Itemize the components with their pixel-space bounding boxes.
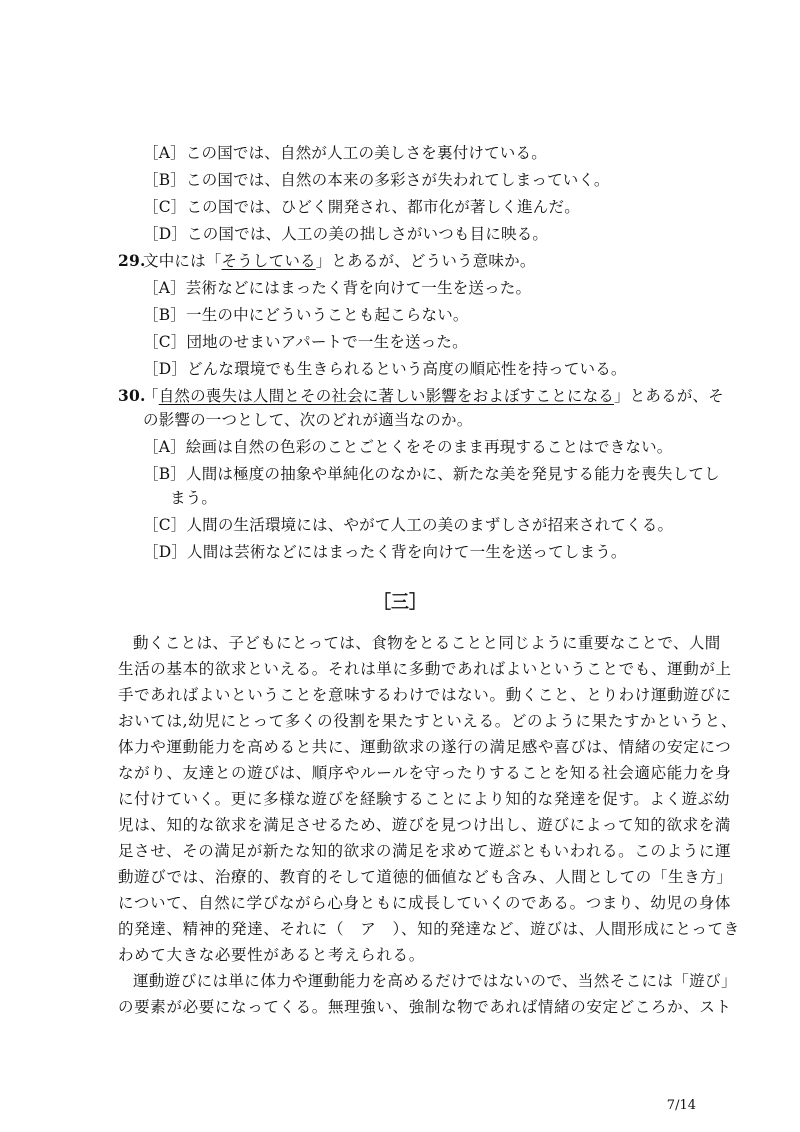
q29-option-d: ［D］どんな環境でも生きられるという高度の順応性を持っている。	[143, 360, 627, 378]
q30-text-before: 「	[143, 387, 159, 405]
passage-line: わめて大きな必要性があると考えられる。	[118, 946, 425, 964]
q30-option-c: ［C］人間の生活環境には、やがて人工の美のまずしさが招来されてくる。	[143, 516, 674, 534]
q29-number: 29.	[118, 251, 146, 270]
passage-line: 運動遊びには単に体力や運動能力を高めるだけではないので、当然そこには「遊び」	[133, 972, 737, 990]
q30-text-after: 」とあるが、そ	[614, 387, 724, 405]
section-heading: ［三］	[373, 592, 427, 613]
passage-line: 児は、知的な欲求を満足させるため、遊びを見つけ出し、遊びによって知的欲求を満	[118, 816, 732, 834]
q28-option-d: ［D］この国では、人工の美の拙しさがいつも目に映る。	[143, 225, 549, 243]
passage-line: 手であればよいということを意味するわけではない。動くこと、とりわけ運動遊びに	[118, 686, 732, 704]
q30-option-a: ［A］絵画は自然の色彩のことごとくをそのまま再現することはできない。	[143, 438, 673, 456]
q30-question-line2: の影響の一つとして、次のどれが適当なのか。	[143, 411, 473, 429]
page-number: 7/14	[666, 1098, 696, 1113]
passage-line: 動遊びでは、治療的、教育的そして道徳的価値なども含み、人間としての「生き方」	[118, 868, 733, 886]
q30-option-d: ［D］人間は芸術などにはまったく背を向けて一生を送ってしまう。	[143, 543, 627, 561]
passage-line: 足させ、その満足が新たな知的欲求の満足を求めて遊ぶともいわれる。このように運	[118, 842, 732, 860]
q29-text-before: 文中には「	[143, 252, 222, 270]
q29-option-a: ［A］芸術などにはまったく背を向けて一生を送った。	[143, 279, 532, 297]
q29-text-after: 」とあるが、どういう意味か。	[315, 252, 536, 270]
q30-question	[143, 386, 724, 406]
passage-line: 動くことは、子どもにとっては、食物をとることと同じように重要なことで、人間	[133, 634, 721, 652]
passage-line: おいては,幼児にとって多くの役割を果たすといえる。どのように果たすかというと、	[118, 712, 737, 730]
q30-number: 30.	[118, 386, 146, 405]
q30-option-b: ［B］人間は極度の抽象や単純化のなかに、新たな美を発見する能力を喪失してし	[143, 465, 720, 483]
q28-option-c: ［C］この国では、ひどく開発され、都市化が著しく進んだ。	[143, 198, 580, 216]
passage-line: の要素が必要になってくる。無理強い、強制な物であれば情緒の安定どころか、スト	[118, 998, 732, 1016]
passage-line: ながり、友達との遊びは、順序やルールを守ったりすることを知る社会適応能力を身	[118, 764, 732, 782]
q28-option-b: ［B］この国では、自然の本来の多彩さが失われてしまっていく。	[143, 171, 610, 189]
passage-line: 体力や運動能力を高めると共に、運動欲求の遂行の満足感や喜びは、情緒の安定につ	[118, 738, 732, 756]
q29-underlined-phrase: そうしている	[221, 252, 316, 270]
q29-question	[143, 251, 536, 271]
q29-option-c: ［C］団地のせまいアパートで一生を送った。	[143, 333, 468, 351]
q28-option-a: ［A］この国では、自然が人工の美しさを裏付けている。	[143, 144, 547, 162]
q29-option-b: ［B］一生の中にどういうことも起こらない。	[143, 306, 469, 324]
q30-option-b-continuation: まう。	[170, 489, 218, 507]
q30-underlined-phrase: 自然の喪失は人間とその社会に著しい影響をおよぼすことになる	[158, 387, 615, 405]
passage-line: 生活の基本的欲求といえる。それは単に多動であればよいということでも、運動が上	[118, 660, 732, 678]
passage-line: について、自然に学びながら心身ともに成長していくのである。つまり、幼児の身体	[118, 894, 732, 912]
passage-line: に付けていく。更に多様な遊びを経験することにより知的な発達を促す。よく遊ぶ幼	[118, 790, 731, 808]
passage-line: 的発達、精神的発達、それに（ ア ）、知的発達など、遊びは、人間形成にとってき	[118, 920, 740, 938]
